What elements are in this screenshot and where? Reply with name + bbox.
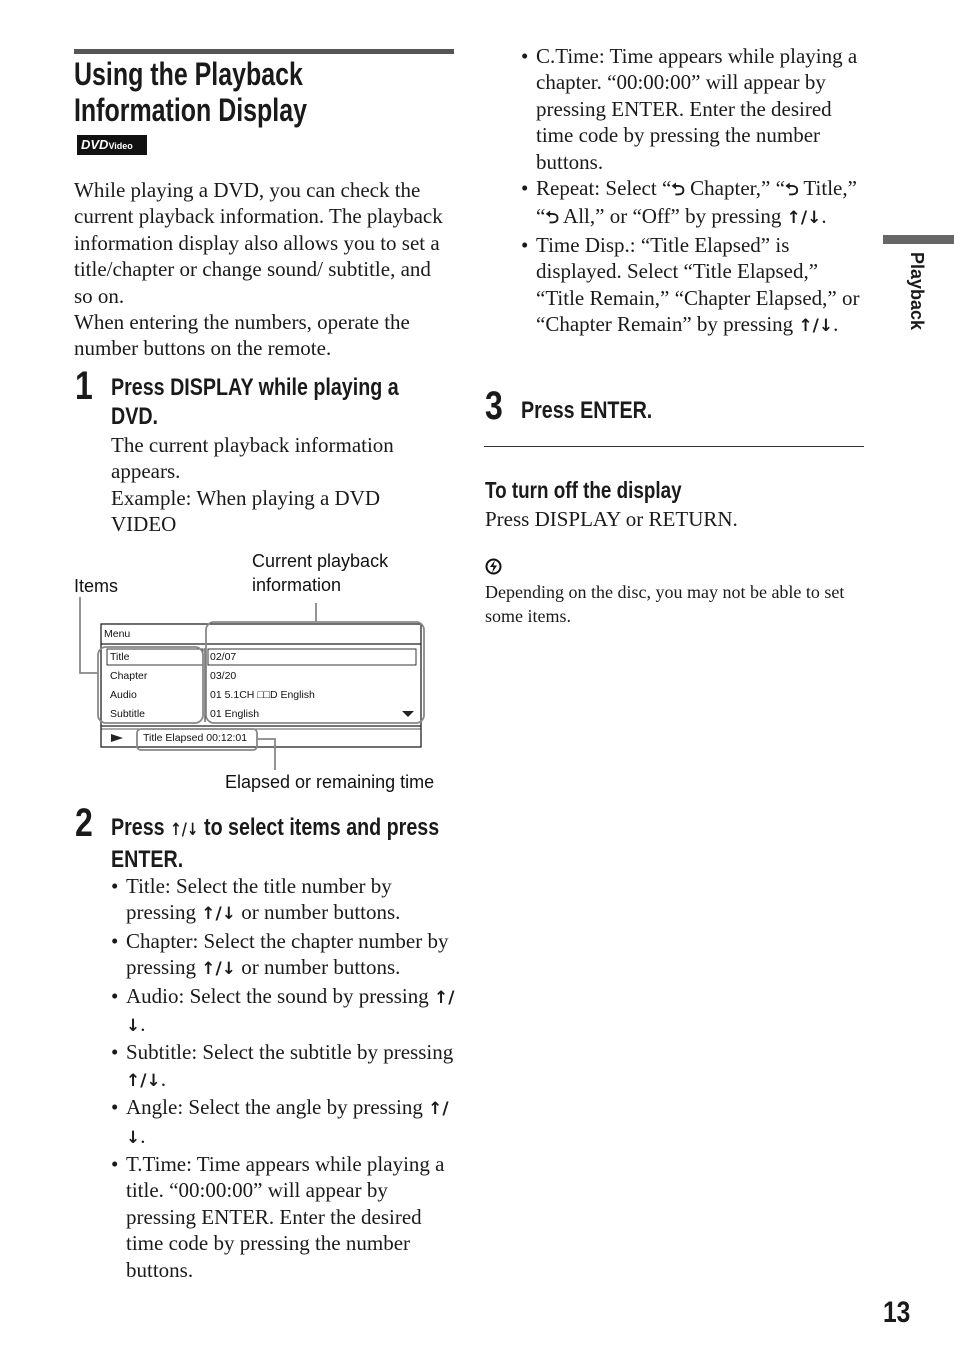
up-down-arrows-icon: ↑/↓ <box>126 1099 449 1148</box>
repeat-icon: ⮌ <box>784 180 799 201</box>
side-tab-label: Playback <box>907 252 927 331</box>
step-1-body <box>111 432 431 538</box>
label-elapsed: Elapsed or remaining time <box>225 772 435 792</box>
up-down-arrows-icon: ↑/↓ <box>170 820 199 840</box>
intro-text <box>74 177 454 362</box>
step-2-heading-pre: Press <box>111 814 171 841</box>
osd-value-title: 02/07 <box>210 651 237 663</box>
bullet-chapter-end: or number buttons. <box>235 955 401 980</box>
bullet-timedisp-text: Time Disp.: “Title Elapsed” is displayed. Select “Title Elapsed,” “Title Remain,” “Chapter Elapsed,” or “Chapter Remain” by pressing <box>536 232 860 337</box>
side-tab-bar <box>883 235 954 244</box>
page-title <box>74 56 373 128</box>
osd-item-audio[interactable]: Audio <box>110 689 137 701</box>
up-down-arrows-icon: ↑/↓ <box>798 316 834 337</box>
step-2-heading-post: to select items and press <box>198 814 440 841</box>
label-current-info <box>252 549 388 597</box>
osd-item-chapter[interactable]: Chapter <box>110 670 148 682</box>
right-bullets <box>521 43 864 339</box>
bullet-audio-text: Audio: Select the sound by pressing <box>126 983 434 1008</box>
tip-icon <box>485 558 502 575</box>
badge-sub: Video <box>108 141 133 151</box>
bullet-ctime-text: C.Time: Time appears while playing a chapter. “00:00:00” will appear by pressing ENTER. Enter the desired time code by pressing the number buttons. <box>536 44 858 174</box>
repeat-icon: ⮌ <box>545 208 559 229</box>
bullet-ctime <box>521 43 864 175</box>
bullet-title-text: Title: Select the title number by pressing <box>126 874 392 925</box>
bullet-title-end: or number buttons. <box>235 900 401 925</box>
step-1-heading-line-1: Press DISPLAY while playing a <box>111 374 399 401</box>
badge-main: DVD <box>81 137 109 152</box>
repeat-text-e: . <box>821 204 827 229</box>
page-number <box>883 1296 916 1330</box>
bullet-audio <box>111 983 456 1040</box>
turnoff-heading <box>485 476 725 504</box>
title-line-2: Information Display <box>74 92 307 128</box>
bullet-angle-end: . <box>140 1123 146 1148</box>
turnoff-heading-text: To turn off the display <box>485 477 682 503</box>
label-current-line-1: Current playback <box>252 551 389 571</box>
step-1-body-2: Example: When playing a DVD VIDEO <box>111 485 381 537</box>
step-2-number: 2 <box>75 801 93 845</box>
bullet-subtitle-text: Subtitle: Select the subtitle by pressing <box>126 1040 454 1065</box>
step-1-body-1: The current playback information appears. <box>111 433 394 484</box>
step-1-heading-line-2: DVD. <box>111 403 159 430</box>
intro-paragraph-1: While playing a DVD, you can check the current playback information. The playback information display also allows you to set a title/chapter or change sound/ subtitle, and so on. <box>74 178 443 308</box>
title-line-1: Using the Playback <box>74 56 303 92</box>
up-down-arrows-icon: ↑/↓ <box>201 904 236 925</box>
step-2-heading-line-2: ENTER. <box>111 846 184 873</box>
bullet-timedisp-end: . <box>833 312 839 337</box>
repeat-text-a: Repeat: Select “ <box>536 176 672 201</box>
osd-menu-label: Menu <box>104 628 131 640</box>
bullet-timedisp <box>521 232 864 340</box>
intro-paragraph-2: When entering the numbers, operate the number buttons on the remote. <box>74 310 410 361</box>
up-down-arrows-icon: ↑/↓ <box>126 1070 161 1091</box>
step-3-heading-text: Press ENTER. <box>521 397 653 424</box>
bullet-chapter <box>111 928 456 983</box>
turnoff-body: Press DISPLAY or RETURN. <box>485 507 738 531</box>
repeat-icon: ⮌ <box>671 180 685 201</box>
play-icon <box>111 734 123 742</box>
step-2-heading <box>111 813 511 874</box>
bullet-ttime <box>111 1151 456 1283</box>
up-down-arrows-icon: ↑/↓ <box>201 959 236 980</box>
bullet-angle <box>111 1094 456 1151</box>
up-down-arrows-icon: ↑/↓ <box>126 987 455 1037</box>
repeat-text-b: Chapter,” “ <box>684 176 785 201</box>
heading-rule <box>74 49 454 54</box>
osd-value-audio: 01 5.1CH □□D English <box>210 689 315 701</box>
step-3-number: 3 <box>485 384 503 428</box>
label-current-line-2: information <box>252 575 342 595</box>
bullet-subtitle-end: . <box>160 1066 166 1091</box>
bullet-audio-end: . <box>140 1012 146 1037</box>
repeat-text-d: All,” or “Off” by pressing <box>558 204 787 229</box>
page-number-text: 13 <box>883 1296 911 1329</box>
dvd-video-badge <box>77 135 147 155</box>
bullet-angle-text: Angle: Select the angle by pressing <box>126 1095 429 1120</box>
step-1-number: 1 <box>75 364 93 408</box>
osd-value-chapter: 03/20 <box>210 670 237 682</box>
step-2-bullets <box>111 873 456 1283</box>
section-divider <box>484 446 864 447</box>
bullet-subtitle <box>111 1039 456 1094</box>
step-1-heading <box>111 373 462 431</box>
repeat-text-c: Title,” “ <box>536 176 857 229</box>
osd-item-title[interactable]: Title <box>110 651 130 663</box>
osd-status-time: Title Elapsed 00:12:01 <box>143 732 248 744</box>
bullet-title <box>111 873 456 928</box>
playback-info-figure <box>70 595 460 775</box>
bullet-chapter-text: Chapter: Select the chapter number by pressing <box>126 928 449 980</box>
bullet-ttime-text: T.Time: Time appears while playing a title. “00:00:00” will appear by pressing ENTER. Enter the desired time code by pressing the number buttons. <box>126 1152 445 1282</box>
label-items: Items <box>74 576 119 596</box>
dropdown-arrow-icon <box>402 711 414 717</box>
up-down-arrows-icon: ↑/↓ <box>786 208 822 229</box>
step-3-heading <box>521 396 681 425</box>
osd-item-subtitle[interactable]: Subtitle <box>110 708 146 720</box>
bullet-repeat <box>521 175 864 232</box>
osd-value-subtitle: 01 English <box>210 708 260 720</box>
tip-text: Depending on the disc, you may not be able to set some items. <box>485 582 845 626</box>
